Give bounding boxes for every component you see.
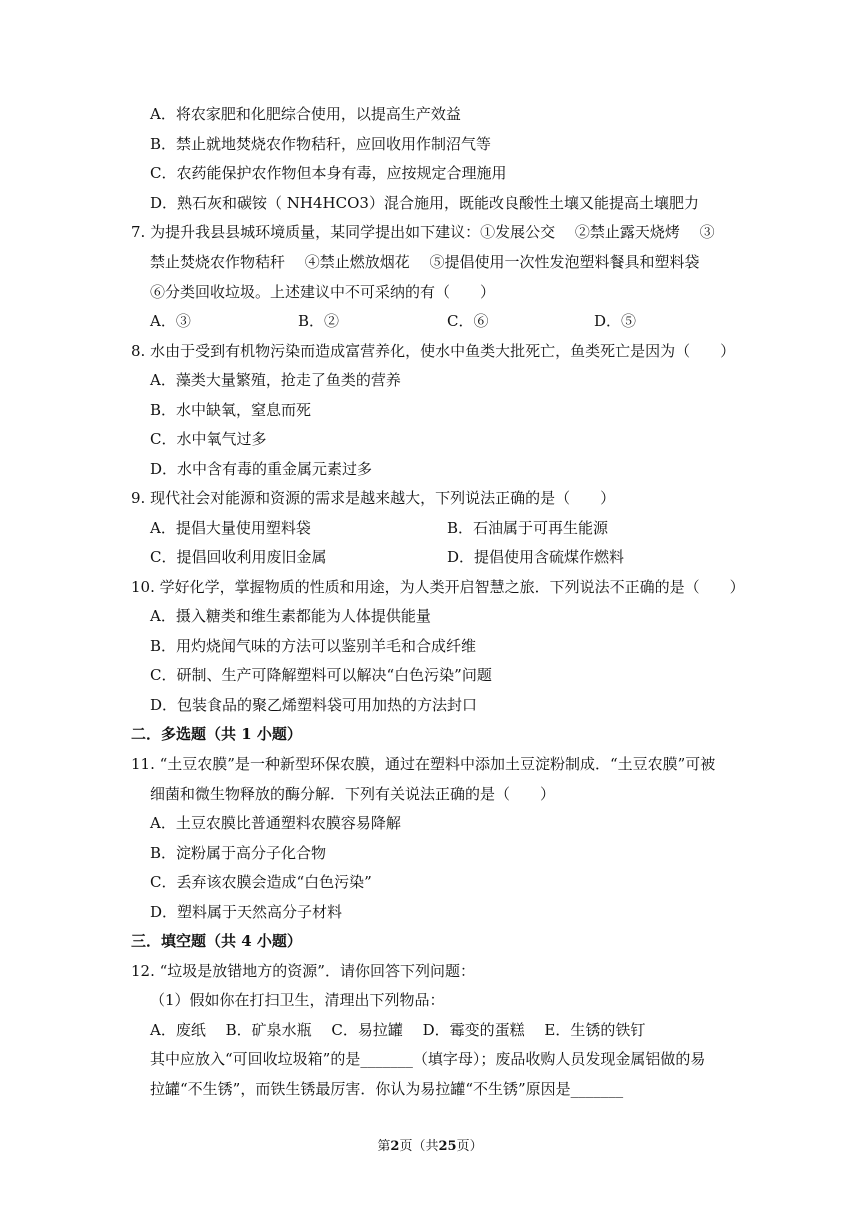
q8-option-c: C．水中氧气过多 bbox=[150, 430, 267, 448]
q6-option-c: C．农药能保护农作物但本身有毒，应按规定合理施用 bbox=[150, 164, 507, 182]
footer-middle: 页（共 bbox=[399, 1139, 439, 1154]
q10-stem: 10. 学好化学，掌握物质的性质和用途，为人类开启智慧之旅．下列说法不正确的是（ ） bbox=[131, 578, 745, 596]
q9-option-b: B．石油属于可再生能源 bbox=[447, 519, 609, 537]
q12-subquestion-1: （1）假如你在打扫卫生，清理出下列物品： bbox=[150, 991, 445, 1009]
q9-stem: 9. 现代社会对能源和资源的需求是越来越大，下列说法正确的是（ ） bbox=[131, 489, 616, 507]
footer-suffix: 页） bbox=[456, 1139, 483, 1154]
q10-option-a: A．摄入糖类和维生素都能为人体提供能量 bbox=[150, 607, 431, 625]
q8-option-a: A．藻类大量繁殖，抢走了鱼类的营养 bbox=[150, 371, 401, 389]
total-pages: 25 bbox=[438, 1139, 457, 1154]
q12-item-list: A．废纸 B．矿泉水瓶 C．易拉罐 D．霉变的蛋糕 E．生锈的铁钉 bbox=[150, 1021, 646, 1039]
q7-option-d: D．⑤ bbox=[594, 312, 637, 330]
q8-option-b: B．水中缺氧，窒息而死 bbox=[150, 401, 312, 419]
q11-option-a: A．土豆农膜比普通塑料农膜容易降解 bbox=[150, 814, 401, 832]
q11-option-b: B．淀粉属于高分子化合物 bbox=[150, 844, 327, 862]
q12-blank-line-2: 拉罐“不生锈”，而铁生锈最厉害．你认为易拉罐“不生锈”原因是_______ bbox=[150, 1080, 624, 1098]
q11-option-d: D．塑料属于天然高分子材料 bbox=[150, 903, 343, 921]
q10-option-d: D．包装食品的聚乙烯塑料袋可用加热的方法封口 bbox=[150, 696, 478, 714]
q6-option-a: A．将农家肥和化肥综合使用，以提高生产效益 bbox=[150, 105, 461, 123]
q10-option-c: C．研制、生产可降解塑料可以解决“白色污染”问题 bbox=[150, 666, 492, 684]
page-footer bbox=[0, 1135, 860, 1154]
q12-stem: 12. “垃圾是放错地方的资源”．请你回答下列问题： bbox=[131, 962, 475, 980]
q9-option-d: D．提倡使用含硫煤作燃料 bbox=[447, 548, 625, 566]
q7-option-a: A．③ bbox=[150, 312, 191, 330]
q6-option-d: D．熟石灰和碳铵（ NH4HCO3）混合施用，既能改良酸性土壤又能提高土壤肥力 bbox=[150, 194, 699, 212]
q11-stem-line2: 细菌和微生物释放的酶分解．下列有关说法正确的是（ ） bbox=[150, 785, 556, 803]
section-heading-multiple-choice: 二．多选题（共 1 小题） bbox=[131, 725, 302, 743]
q10-option-b: B．用灼烧闻气味的方法可以鉴别羊毛和合成纤维 bbox=[150, 637, 477, 655]
q8-option-d: D．水中含有毒的重金属元素过多 bbox=[150, 460, 373, 478]
q11-option-c: C．丢弃该农膜会造成“白色污染” bbox=[150, 873, 372, 891]
section-heading-fill-in: 三．填空题（共 4 小题） bbox=[131, 932, 302, 950]
q6-option-b: B．禁止就地焚烧农作物秸秆，应回收用作制沼气等 bbox=[150, 135, 492, 153]
footer-prefix: 第 bbox=[377, 1139, 391, 1154]
q7-stem-line2: 禁止焚烧农作物秸秆 ④禁止燃放烟花 ⑤提倡使用一次性发泡塑料餐具和塑料袋 bbox=[150, 253, 700, 271]
q9-option-a: A．提倡大量使用塑料袋 bbox=[150, 519, 311, 537]
q7-option-c: C．⑥ bbox=[447, 312, 489, 330]
q11-stem-line1: 11. “土豆农膜”是一种新型环保农膜，通过在塑料中添加土豆淀粉制成．“土豆农膜”可被 bbox=[131, 755, 716, 773]
q7-stem-line3: ⑥分类回收垃圾。上述建议中不可采纳的有（ ） bbox=[150, 283, 496, 301]
q9-option-c: C．提倡回收利用废旧金属 bbox=[150, 548, 327, 566]
q7-stem-line1: 7. 为提升我县县城环境质量，某同学提出如下建议：①发展公交 ②禁止露天烧烤 ③ bbox=[131, 223, 715, 241]
q12-blank-line-1: 其中应放入“可回收垃圾箱”的是_______（填字母）；废品收购人员发现金属铝做的易 bbox=[150, 1050, 706, 1068]
page-number: 2 bbox=[390, 1139, 400, 1154]
q8-stem: 8. 水由于受到有机物污染而造成富营养化，使水中鱼类大批死亡，鱼类死亡是因为（ ） bbox=[131, 342, 736, 360]
q7-option-b: B．② bbox=[298, 312, 340, 330]
